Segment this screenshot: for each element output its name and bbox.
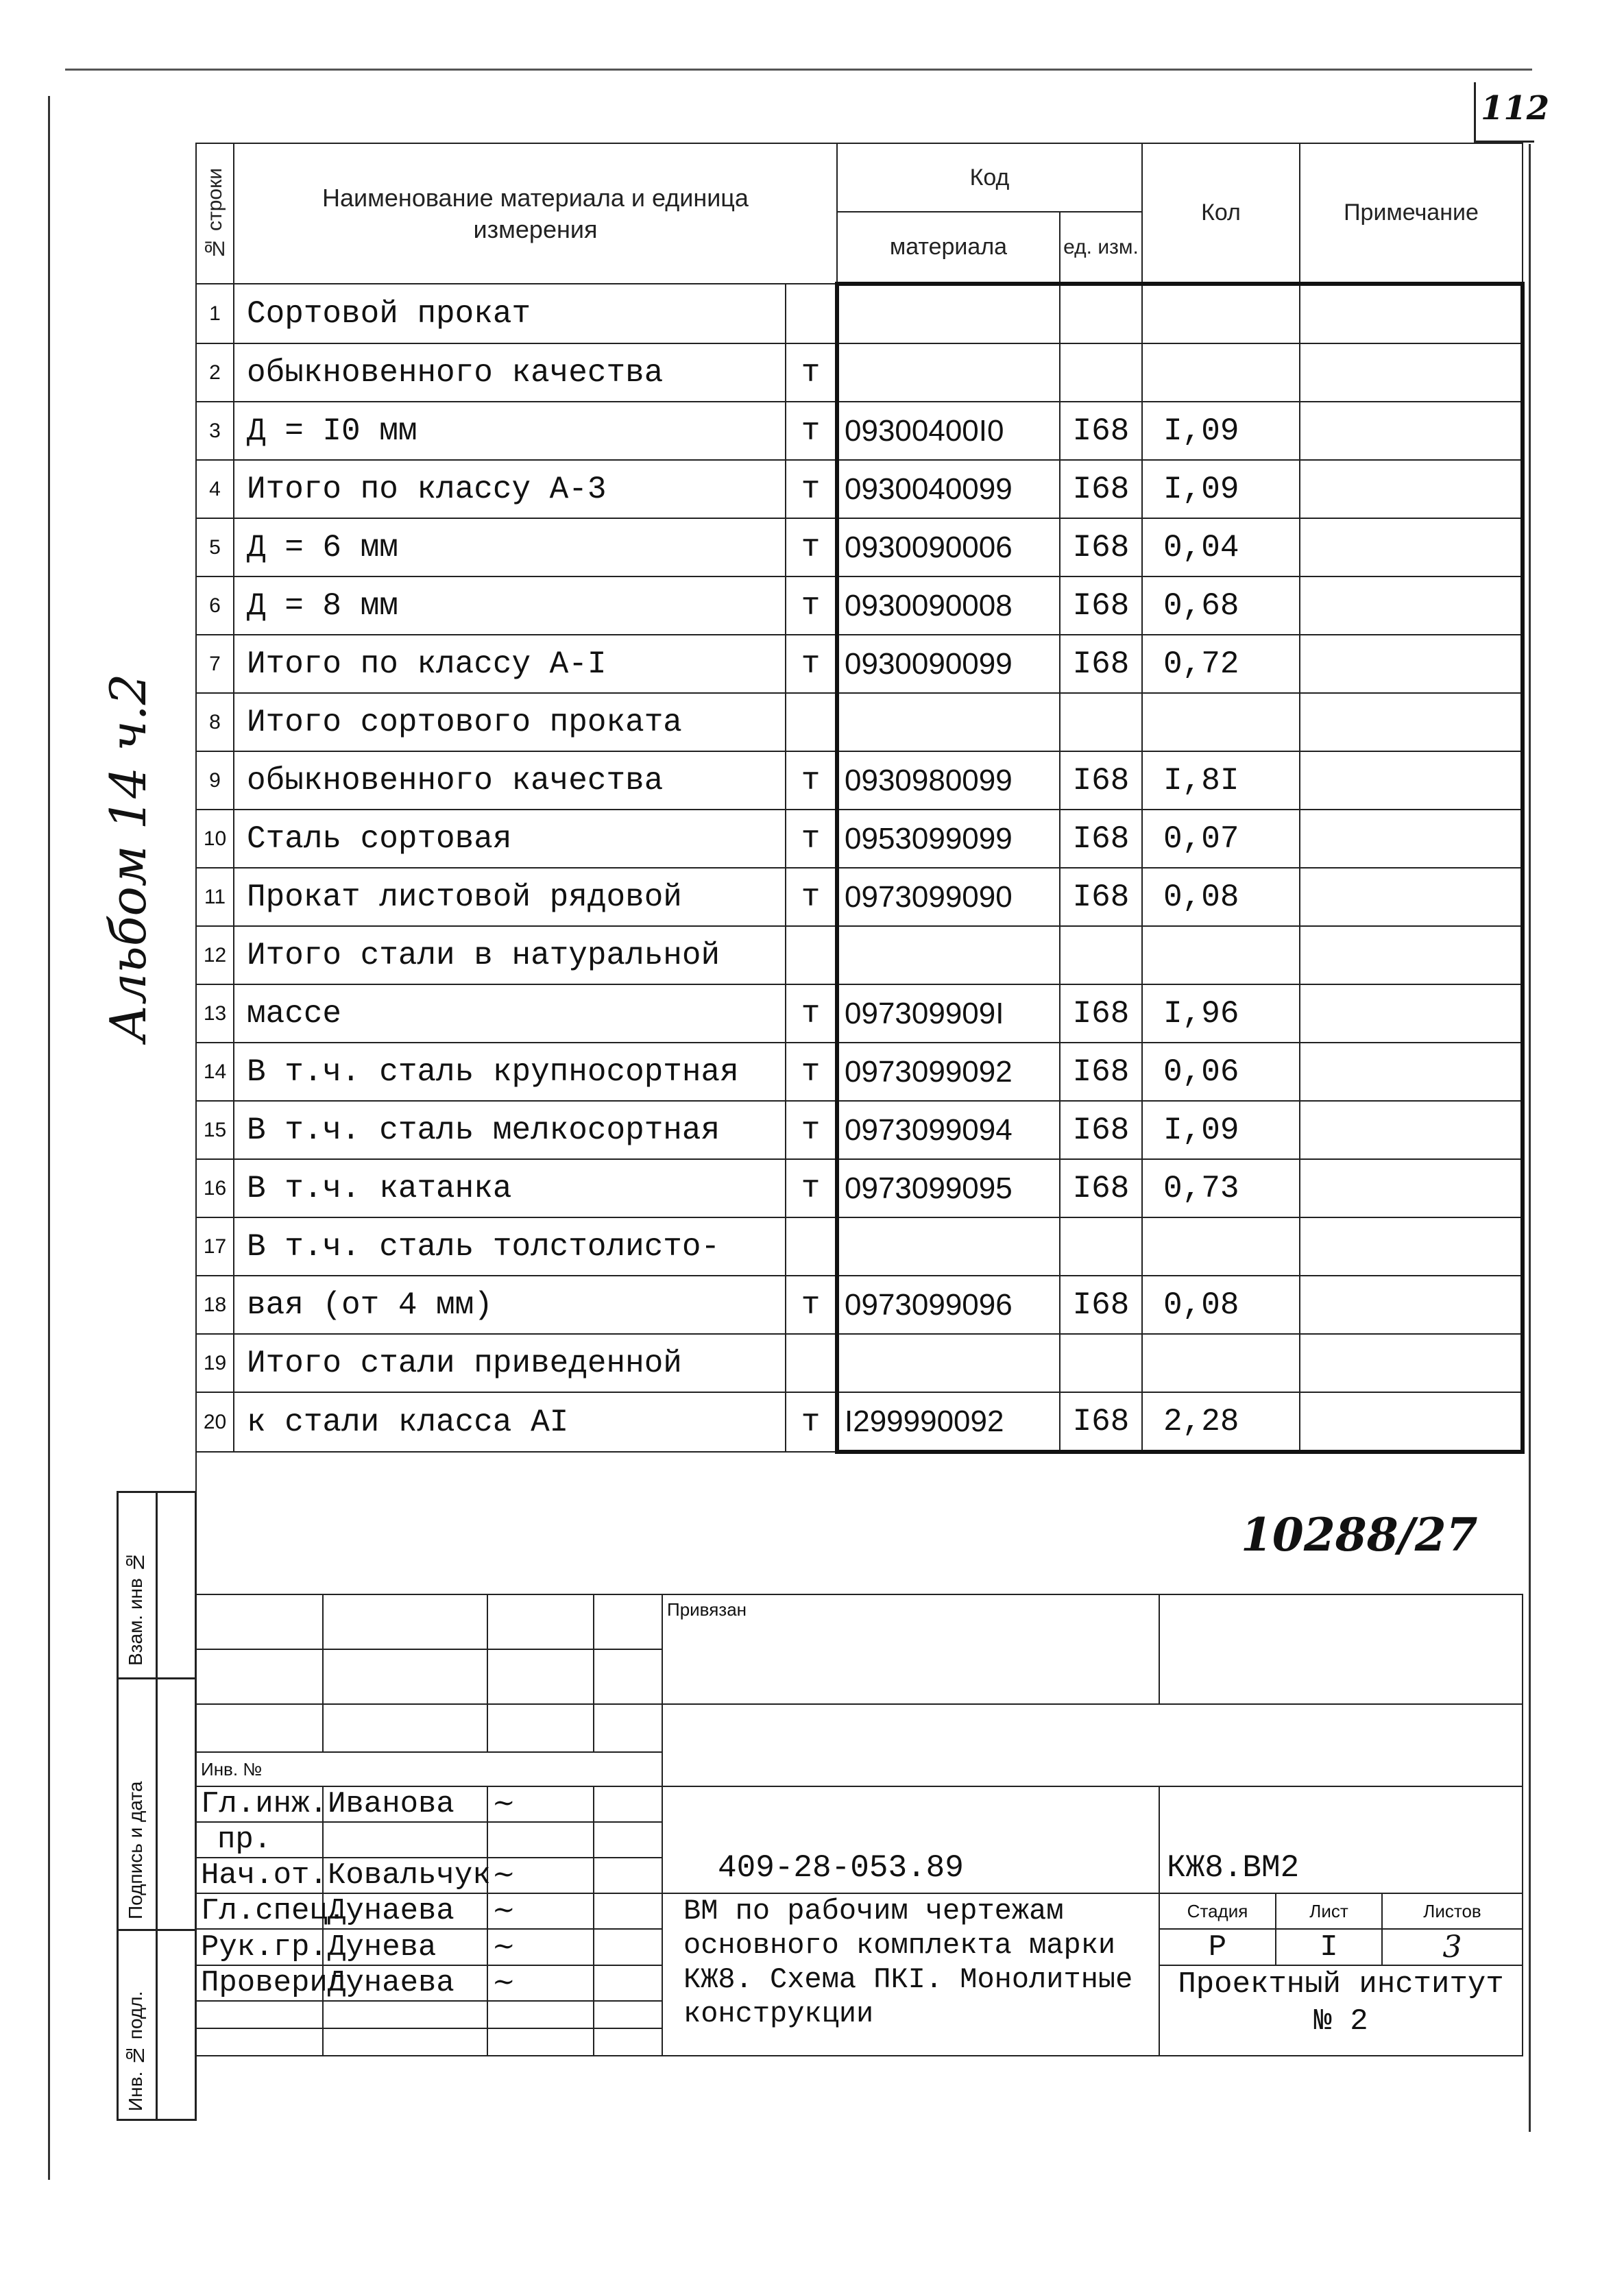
page-number: 112 [1481, 89, 1550, 127]
table-row: 15 В т.ч. сталь мелкосортная т 0973099094 I68 I,09 [196, 1101, 1523, 1159]
frame-right [1529, 144, 1531, 2132]
privyazan-label: Привязан [662, 1594, 1159, 1704]
signature-4: ~ [487, 1893, 594, 1929]
frame-top [65, 69, 1532, 71]
archive-number: 10288/27 [1241, 1508, 1478, 1562]
stamp-inv-replace-label: Взам. инв № [125, 1551, 146, 1666]
album-label: Альбом 14 ч.2 [99, 673, 157, 1042]
stamp-sign-date-value [156, 1677, 197, 1931]
stamp-inv-orig-value [156, 1929, 197, 2121]
name-6: Дунаева [323, 1965, 487, 2001]
header-code-unit: ед. изм. [1060, 212, 1142, 284]
signature-6: ~ [487, 1965, 594, 2001]
name-5: Дунева [323, 1929, 487, 1965]
role-3: Нач.от. [196, 1858, 323, 1893]
table-row: 6 Д = 8 мм т 0930090008 I68 0,68 [196, 576, 1523, 635]
header-code-material: материала [837, 212, 1060, 284]
stamp-inv-replace-value [156, 1491, 197, 1679]
signature-1: ~ [487, 1786, 594, 1822]
table-row: 16 В т.ч. катанка т 0973099095 I68 0,73 [196, 1159, 1523, 1217]
role-1: Гл.инж. [196, 1786, 323, 1822]
name-1: Иванова [323, 1786, 487, 1822]
header-code: Код [837, 143, 1142, 212]
table-row: 8 Итого сортового проката [196, 693, 1523, 751]
sheet-value: I [1276, 1929, 1382, 1965]
privyazan-value [1159, 1594, 1523, 1704]
stage-label: Стадия [1159, 1893, 1276, 1929]
inv-no-label: Инв. № [196, 1752, 662, 1786]
title-block [195, 1594, 1523, 2056]
table-row: 3 Д = I0 мм т 09300400I0 I68 I,09 [196, 402, 1523, 460]
name-3: Ковальчук [323, 1858, 487, 1893]
header-note: Примечание [1300, 143, 1523, 284]
header-qty: Кол [1142, 143, 1300, 284]
table-row: 1 Сортовой прокат [196, 284, 1523, 343]
table-row: 9 обыкновенного качества т 0930980099 I68 I,8I [196, 751, 1523, 810]
sheets-value: 3 [1382, 1929, 1523, 1965]
table-row: 2 обыкновенного качества т [196, 343, 1523, 402]
table-row: 17 В т.ч. сталь толстолисто- [196, 1217, 1523, 1276]
table-row: 7 Итого по классу А-I т 0930090099 I68 0,72 [196, 635, 1523, 693]
materials-table [195, 143, 1525, 1454]
role-5: Рук.гр. [196, 1929, 323, 1965]
header-name: Наименование материала и единица измерения [234, 143, 837, 284]
sheet-label: Лист [1276, 1893, 1382, 1929]
name-4: Дунаева [323, 1893, 487, 1929]
stamp-inv-orig-label: Инв. № подл. [125, 1991, 146, 2111]
table-row: 12 Итого стали в натуральной [196, 926, 1523, 984]
role-6: Проверил [196, 1965, 323, 2001]
role-2: пр. [196, 1822, 323, 1858]
sheets-label: Листов [1382, 1893, 1523, 1929]
frame-left [48, 96, 50, 2180]
table-row: 13 массе т 097309909I I68 I,96 [196, 984, 1523, 1043]
header-row-no: № строки [196, 143, 234, 284]
table-row: 11 Прокат листовой рядовой т 0973099090 I68 0,08 [196, 868, 1523, 926]
table-row: 19 Итого стали приведенной [196, 1334, 1523, 1392]
stage-value: Р [1159, 1929, 1276, 1965]
table-row: 10 Сталь сортовая т 0953099099 I68 0,07 [196, 810, 1523, 868]
table-row: 5 Д = 6 мм т 0930090006 I68 0,04 [196, 518, 1523, 576]
table-row: 14 В т.ч. сталь крупносортная т 0973099092 I68 0,06 [196, 1043, 1523, 1101]
doc-description: ВМ по рабочим чертежам основного комплекта марки КЖ8. Схема ПКI. Монолитные конструкции [662, 1893, 1159, 2056]
table-row: 4 Итого по классу А-3 т 0930040099 I68 I,09 [196, 460, 1523, 518]
table-row: 20 к стали класса АI т I299990092 I68 2,28 [196, 1392, 1523, 1452]
doc-mark: КЖ8.ВМ2 [1159, 1786, 1523, 1893]
signature-3: ~ [487, 1858, 594, 1893]
doc-number: 409-28-053.89 [662, 1786, 1159, 1893]
role-4: Гл.спец. [196, 1893, 323, 1929]
table-row: 18 вая (от 4 мм) т 0973099096 I68 0,08 [196, 1276, 1523, 1334]
signature-5: ~ [487, 1929, 594, 1965]
stamp-sign-date-label: Подпись и дата [125, 1781, 146, 1919]
institute: Проектный институт № 2 [1159, 1965, 1523, 2056]
